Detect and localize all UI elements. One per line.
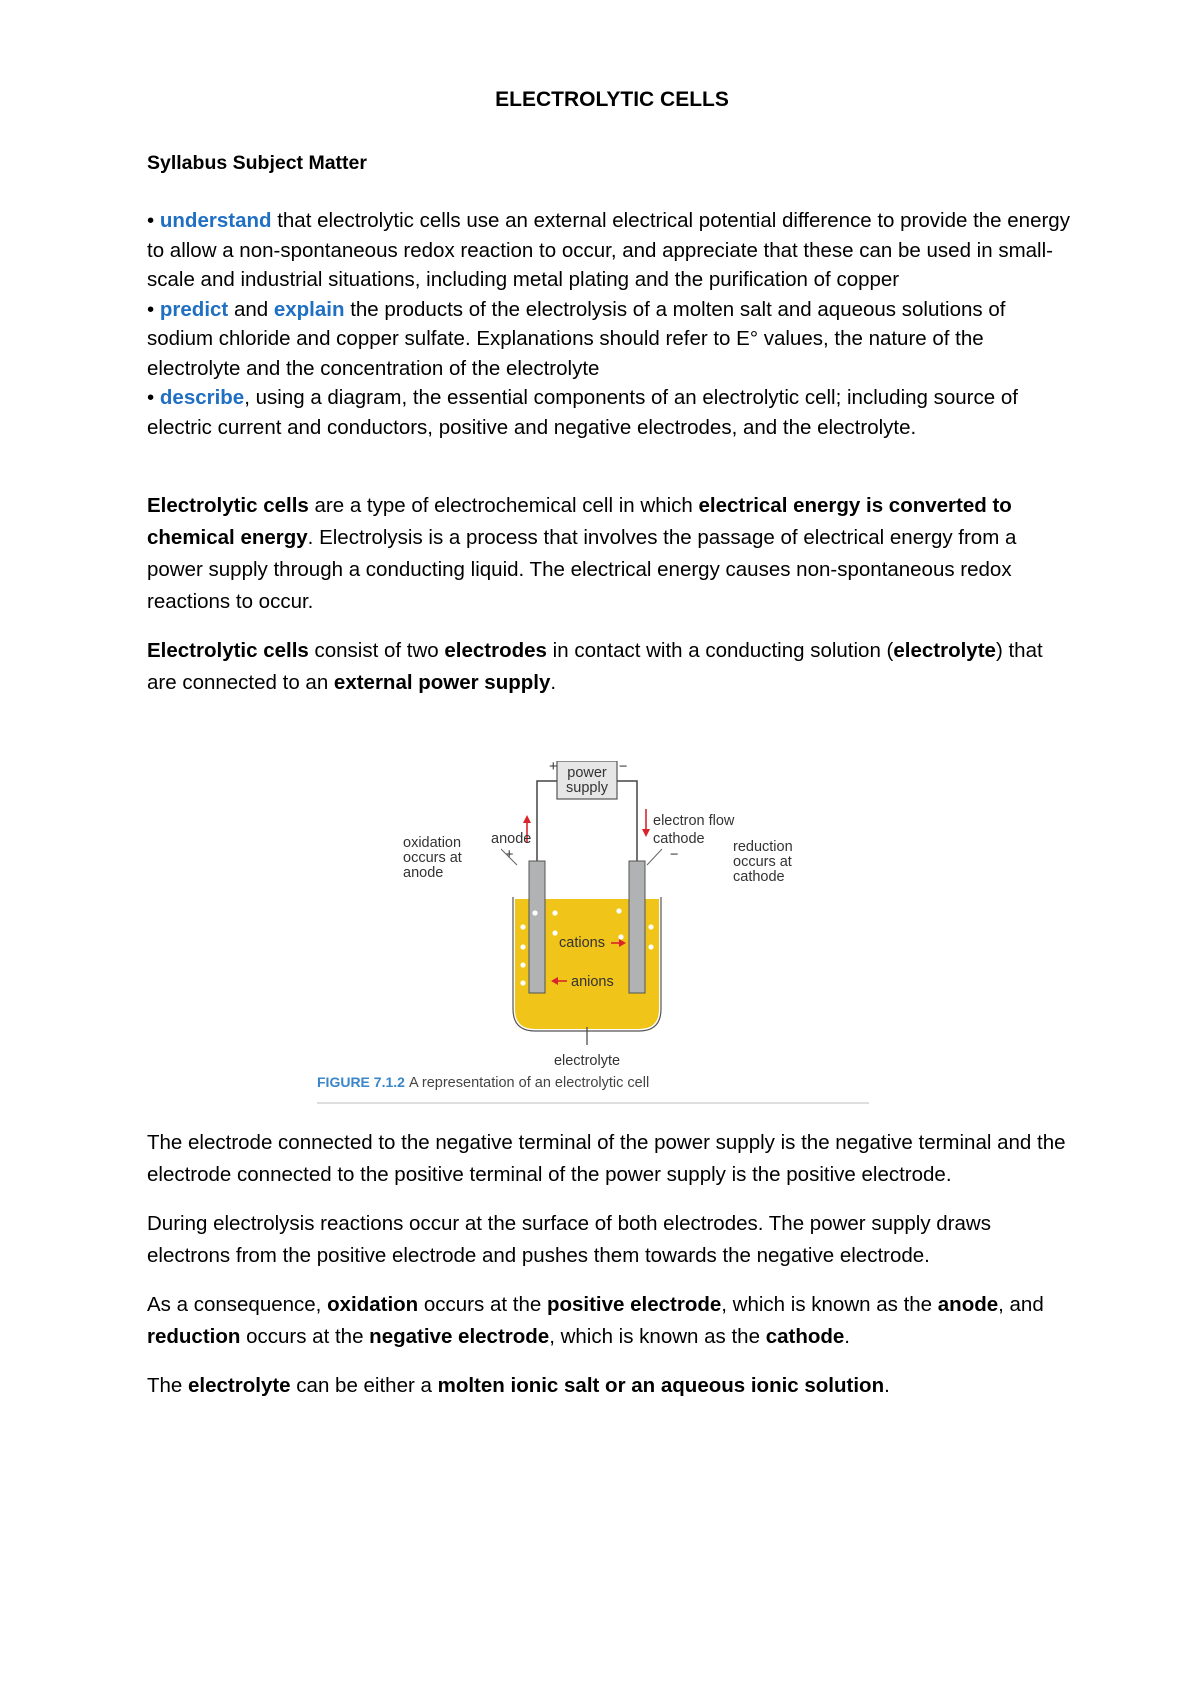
text-run: , which is known as the (549, 1325, 766, 1348)
electrolytic-cell-diagram (317, 761, 877, 1119)
text-run: occurs at the (418, 1293, 547, 1316)
bold-term: cathode (765, 1325, 845, 1348)
paragraph-electron-movement: During electrolysis reactions occur at the surface of both electrodes. The power supply draws electrons from the positive electrode and pushes them towards the negative electrode. (147, 1212, 991, 1267)
anode-sign: + (505, 847, 514, 863)
text-run: . (550, 671, 557, 694)
text-run: occurs at the (240, 1325, 370, 1348)
cations-label: cations (559, 935, 605, 951)
text-run: As a consequence, (147, 1293, 328, 1316)
bold-term: electrical energy is converted to chemical energy (147, 494, 1012, 549)
bullet: • (147, 386, 155, 409)
syllabus-heading: Syllabus Subject Matter (147, 152, 367, 174)
arrowhead (523, 815, 531, 823)
text-run: . (884, 1374, 890, 1397)
cathode-sign: − (670, 847, 679, 863)
text-run: . (844, 1325, 850, 1348)
bold-term: Electrolytic cells (147, 494, 309, 517)
bullet: • (147, 209, 155, 232)
bold-term: electrolyte (893, 639, 996, 662)
paragraph-electrolyte-types (147, 1370, 1077, 1402)
text-run: , and (998, 1293, 1044, 1316)
keyword-predict: predict (159, 297, 229, 321)
power-supply-label: power (567, 765, 607, 781)
page-title: ELECTROLYTIC CELLS (495, 88, 729, 111)
syllabus-item (147, 383, 1077, 442)
oxidation-note: oxidation (403, 835, 462, 851)
text-run: consist of two (308, 639, 445, 662)
paragraph-electrode-terminals: The electrode connected to the negative terminal of the power supply is the negative terminal and the electrode connected to the positive terminal of the power supply is the positive electrode. (147, 1131, 1066, 1186)
bold-term: Electrolytic cells (147, 639, 309, 662)
oxidation-note: occurs at (403, 850, 462, 866)
cathode-electrode (629, 861, 645, 993)
reduction-note: cathode (733, 869, 785, 885)
power-supply-label: supply (566, 780, 608, 796)
anode-electrode (529, 861, 545, 993)
bullet: • (147, 297, 155, 321)
syllabus-item-text: , using a diagram, the essential components of an electrolytic cell; including source of electric current and conductors, positive and negative electrodes, and the electrolyte. (147, 386, 1018, 439)
syllabus-item-connector: and (228, 297, 274, 321)
wire-anode (537, 781, 557, 861)
text-run: are a type of electrochemical cell in which (308, 494, 699, 517)
anions-label: anions (571, 974, 614, 990)
arrowhead (642, 829, 650, 837)
oxidation-note: anode (403, 865, 444, 881)
syllabus-item (147, 295, 1077, 384)
syllabus-item-text: the products of the electrolysis of a molten salt and aqueous solutions of sodium chloride and copper sulfate. Explanations should refer to E° values, the nature of the electrolyte and the concentration of the electrolyte (147, 297, 1006, 380)
figure-caption-text: A representation of an electrolytic cell (409, 1075, 650, 1091)
electrolyte-label: electrolyte (553, 1053, 621, 1069)
anode-label: anode (491, 831, 532, 847)
negative-terminal-sign: − (619, 761, 628, 775)
bold-term: oxidation (327, 1293, 419, 1316)
bold-term: molten ionic salt or an aqueous ionic solution (437, 1374, 885, 1397)
paragraph-definition (147, 490, 1077, 618)
paragraph-oxidation-reduction (147, 1289, 1077, 1353)
text-run: . Electrolysis is a process that involves the passage of electrical energy from a power supply through a conducting liquid. The electrical energy causes non-spontaneous redox reactions to occur. (147, 526, 1017, 613)
cathode-label: cathode (653, 831, 705, 847)
bold-term: anode (937, 1293, 999, 1316)
reduction-note: reduction (733, 839, 793, 855)
text-run: The (147, 1374, 189, 1397)
wire-cathode (617, 781, 637, 861)
electron-flow-label: electron flow (653, 813, 735, 829)
electrolytic-cell-figure (147, 699, 1077, 1127)
syllabus-item (147, 206, 1077, 295)
paragraph-components (147, 635, 1077, 699)
text-run: in contact with a conducting solution ( (546, 639, 894, 662)
bold-term: electrodes (444, 639, 547, 662)
bold-term: positive electrode (546, 1293, 722, 1316)
positive-terminal-sign: + (549, 761, 558, 775)
text-run: can be either a (290, 1374, 438, 1397)
cathode-pointer (647, 849, 662, 865)
bold-term: negative electrode (369, 1325, 550, 1348)
bold-term: external power supply (333, 671, 551, 694)
reduction-note: occurs at (733, 854, 792, 870)
syllabus-item-text: that electrolytic cells use an external electrical potential difference to provide the energy to allow a non-spontaneous redox reaction to occur, and appreciate that these can be used in small-scale and industrial situations, including metal plating and the purification of copper (147, 209, 1070, 291)
bold-term: reduction (147, 1325, 241, 1348)
text-run: ) that are connected to an (147, 639, 1043, 694)
text-run: , which is known as the (721, 1293, 938, 1316)
bold-term: electrolyte (188, 1374, 291, 1397)
keyword-understand: understand (159, 209, 272, 232)
keyword-explain: explain (273, 297, 345, 321)
keyword-describe: describe (159, 386, 245, 409)
figure-caption-label: FIGURE 7.1.2 (317, 1074, 405, 1090)
content-column (147, 88, 1077, 1402)
